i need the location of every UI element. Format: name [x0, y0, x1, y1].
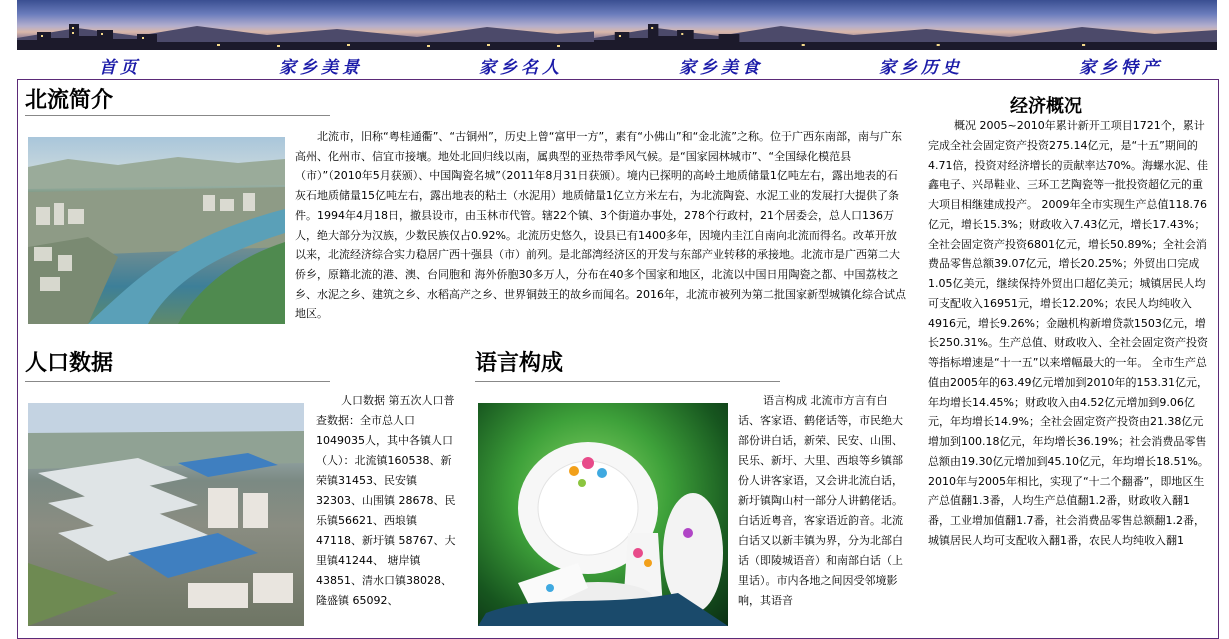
header-banner — [17, 0, 1217, 50]
intro-title: 北流简介 — [25, 87, 114, 113]
ceramic-tableware-photo — [478, 403, 728, 626]
banner-image-right — [594, 0, 1217, 50]
population-text-block — [316, 391, 458, 611]
nav-scenery[interactable]: 家乡美景 — [279, 58, 363, 78]
population-divider — [25, 381, 330, 382]
population-title: 人口数据 — [25, 350, 114, 376]
language-text: 语言构成 北流市方言有白话、客家语、鹤佬话等，市民绝大部份讲白话，新荣、民安、山围、民乐、新圩、大里、西埌等乡镇部份人讲客家语，又会讲北流白话，新圩镇陶山村一部分人讲鹤佬话。白话近粤音，客家语近韵音。北流白话又以新丰镇为界，分为北部白话（即陵城语音）和南部白话（上里话）。市内各地之间因受邻境影响，其语音 — [738, 394, 903, 607]
economy-text: 概况 2005~2010年累计新开工项目1721个，累计完成全社会固定资产投资275.14亿元，是“十五”期间的4.71倍，投资对经济增长的贡献率达70%。海螺水泥、佳鑫电子、兴昂鞋业、三环工艺陶瓷等一批投资超亿元的重大项目相继建成投产。 2009年全市实现生产总值118.76亿元，增长15.3%；财政收入7.43亿元，增长17.43%；全社会固定资产投资6801亿元，增长50.89%；全社会消费品零售总额39.07亿元，增长20.25%；外贸出口完成1.05亿美元，继续保持外贸出口超亿美元；城镇居民人均可支配收入16951元，增长12.20%；农民人均纯收入4916元，增长9.26%；金融机构新增贷款1503亿元，增长250.31%。生产总值、财政收入、全社会固定资产投资等指标增速是“十一五”以来增幅最大的一年。 全市生产总值由2005年的63.49亿元增加到2010年的153.31亿元，年均增长14.45%；财政收入由4.52亿元增加到9.06亿元，年均增长14.9%；全社会固定资产投资由21.38亿元增加到100.18亿元，年均增长36.19%；社会消费品零售总额由19.30亿元增加到45.10亿元，年均增长18.51%。2010年与2005年相比，实现了“十二个翻番”，即地区生产总值翻1.3番，人均生产总值翻1.2番，财政收入翻1番，工业增加值翻1.7番，社会消费品零售总额翻1.2番，城镇居民人均可支配收入翻1番，农民人均纯收入翻1 — [928, 119, 1209, 547]
population-text: 人口数据 第五次人口普查数据：全市总人口1049035人，其中各镇人口（人）：北流镇160538、新荣镇31453、民安镇 32303、山围镇 28678、民乐镇56621、西埌镇47118、新圩镇 58767、大里镇41244、 塘岸镇43851、清水口镇38028、隆盛镇 65092、 — [316, 394, 456, 607]
economy-text-block — [928, 116, 1211, 551]
language-title: 语言构成 — [475, 350, 564, 376]
economy-title: 经济概况 — [1010, 96, 1082, 117]
nav-celebrities[interactable]: 家乡名人 — [479, 58, 563, 78]
language-divider — [475, 381, 780, 382]
intro-text-top — [295, 127, 907, 324]
nav-history[interactable]: 家乡历史 — [879, 58, 963, 78]
banner-image-left — [17, 0, 617, 50]
main-nav — [17, 51, 1217, 78]
nav-home[interactable]: 首页 — [99, 58, 141, 78]
city-river-photo — [28, 137, 285, 324]
nav-specialty[interactable]: 家乡特产 — [1079, 58, 1163, 78]
nav-food[interactable]: 家乡美食 — [679, 58, 763, 78]
language-text-block — [738, 391, 908, 611]
intro-divider — [25, 115, 330, 116]
intro-text: 北流市，旧称“粤桂通衢”、“古铜州”，历史上曾“富甲一方”，素有“小佛山”和“金北流”之称。位于广西东南部，南与广东高州、化州市、信宜市接壤。地处北回归线以南，属典型的亚热带季风气候。是“国家园林城市”、“全国绿化模范县（市）”（2010年5月获颁）、中国陶瓷名城”（2011年8月31日获颁）。境内已探明的高岭土地质储量1亿吨左右，露出地表的石灰石地质储量15亿吨左右，露出地表的粘土（水泥用）地质储量1亿立方米左右，为北流陶瓷、水泥工业的发展打大提供了条件。1994年4月18日，撤县设市，由玉林市代管。辖22个镇、3个街道办事处，278个行政村，21个居委会，总人口136万人，绝大部分为汉族，少数民族仅占0.92%。北流历史悠久，设县已有1400多年，因境内圭江自南向北流而得名。改革开放以来，北流经济综合实力稳居广西十强县（市）前列。是北部湾经济区的开发与东部产业转移的承接地。北流市是广西第二大侨乡，原籍北流的港、澳、台同胞和 海外侨胞30多万人，分布在40多个国家和地区，北流以中国日用陶瓷之都、中国荔枝之乡、水泥之乡、建筑之乡、水稻高产之乡、世界铜鼓王的故乡而闻名。2016年，北流市被列为第二批国家新型城镇化综合试点地区。 — [295, 130, 906, 321]
industrial-park-photo — [28, 403, 304, 626]
